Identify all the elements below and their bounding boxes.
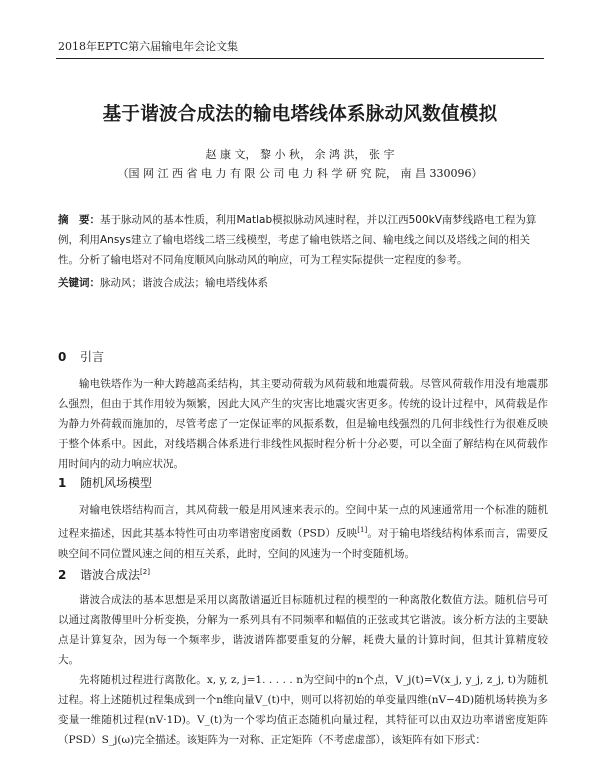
citation: [2] [140, 568, 150, 576]
wind-text-a: 对输电铁塔结构而言，其风荷载一般是用风速来表示的。空间中某一点的风速通常用一个标准的随机过程来描述，因此其基本特性可由功率谱密度函数（PSD）反映 [58, 504, 548, 540]
section-title: 谐波合成法 [80, 568, 141, 582]
section-number: 1 [58, 476, 67, 490]
affiliation: （国 网 江 西 省 电 力 有 限 公 司 电 力 科 学 研 究 院， 南 昌 330096） [117, 167, 483, 180]
keywords-text: 脉动风；谐波合成法；输电塔线体系 [100, 277, 268, 289]
section-title: 引言 [80, 350, 105, 364]
authors: 赵 康 文， 黎 小 秋， 余 鸿 洪， 张 宇 [205, 148, 395, 161]
citation: [1] [357, 526, 368, 534]
section-number: 2 [58, 568, 67, 582]
header-rule [56, 58, 544, 59]
section-number: 0 [58, 350, 67, 364]
paper-title: 基于谐波合成法的输电塔线体系脉动风数值模拟 [102, 104, 498, 125]
section-heading-harmonic [58, 566, 150, 583]
paragraph-intro: 输电铁塔作为一种大跨越高柔结构，其主要动荷载为风荷载和地震荷载。尽管风荷载作用没有地震那么强烈，但由于其作用较为频繁，因此大风产生的灾害比地震灾害更多。传统的设计过程中，风荷载是作为静力外荷载而施加的，尽管考虑了一定保证率的风振系数，但是输电线强烈的几何非线性行为很难反映于整个体系中。因此，对线塔耦合体系进行非线性风振时程分析十分必要，可以全面了解结构在风荷载作用时间内的动力响应状况。 [58, 378, 548, 470]
abstract [58, 210, 548, 270]
abstract-text: 基于脉动风的基本性质，利用Matlab模拟脉动风速时程，并以江西500kV南梦线路电工程为算例，利用Ansys建立了输电塔线二塔三线模型，考虑了输电铁塔之间、输电线之间以及塔线之间的相关性。分析了输电塔对不同角度顺风向脉动风的响应，可为工程实际提供一定程度的参考。 [58, 214, 537, 266]
keywords-label: 关键词： [58, 277, 100, 289]
section-title: 随机风场模型 [80, 476, 153, 490]
keywords [58, 275, 548, 291]
paragraph-harmonic-2: 先将随机过程进行离散化。x, y, z, j=1. . . . . n为空间中的n个点，V_j(t)=V(x_j, y_j, z_j, t)为随机过程。将上述随机过程集成到一个n维向量V_(t)中，则可以将初始的单变量四维(nV−4D)随机场转换为多变量一维随机过程(nV·1D)。V_(t)为一个零均值正态随机向量过程，其特征可以由双边功率谱密度矩阵（PSD）S_j(ω)完全描述。该矩阵为一对称、正定矩阵（不考虑虚部），该矩阵有如下形式： [58, 674, 548, 746]
paragraph-wind-model [58, 500, 548, 564]
running-header: 2018年EPTC第六届输电年会论文集 [58, 40, 239, 53]
wind-text-b: 。对于输电塔线结构体系而言，需要反映空间不同位置风速之间的相互关系，此时，空间的风速为一个时变随机场。 [58, 527, 548, 560]
paragraph-harmonic-1: 谐波合成法的基本思想是采用以离散谱逼近目标随机过程的模型的一种离散化数值方法。随机信号可以通过离散傅里叶分析变换，分解为一系列具有不同频率和幅值的正弦或其它谐波。该分析方法的主要缺点是计算复杂，因为每一个频率步，谐波谱阵都要重复的分解，耗费大量的计算时间，但其计算精度较大。 [58, 594, 548, 666]
abstract-label: 摘 要： [58, 214, 100, 226]
section-heading-wind-model [58, 474, 152, 491]
section-heading-intro [58, 348, 104, 365]
